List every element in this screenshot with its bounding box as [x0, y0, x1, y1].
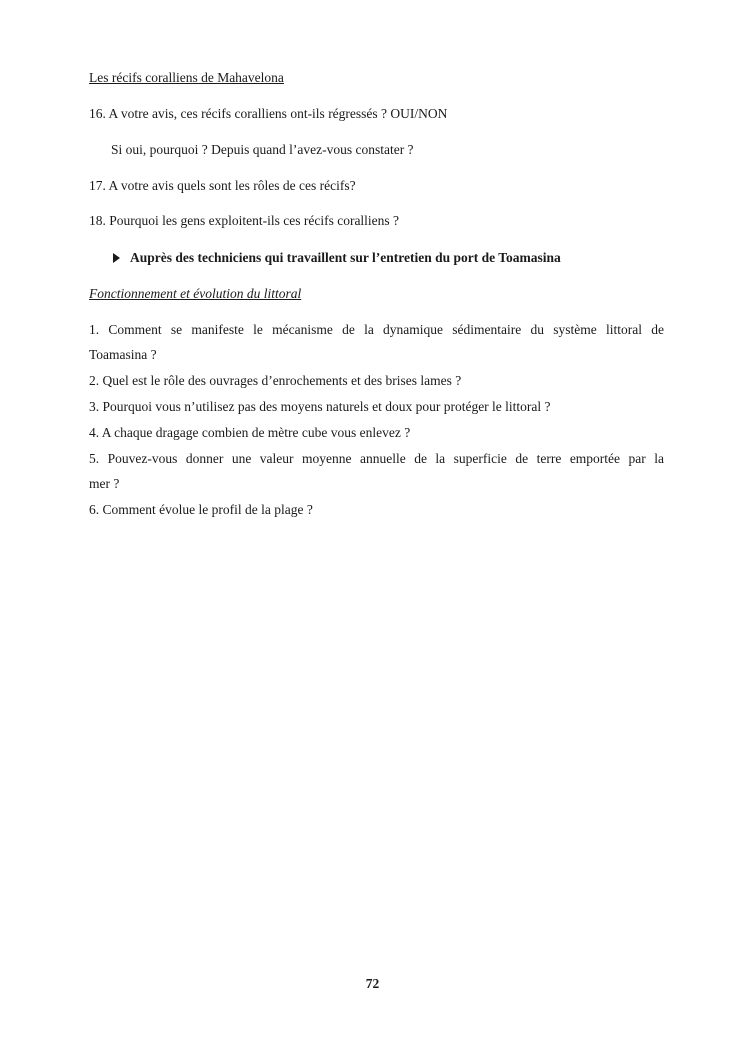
section-heading-littoral: Fonctionnement et évolution du littoral	[89, 286, 302, 301]
question-16-followup: Si oui, pourquoi ? Depuis quand l’avez-vous constater ?	[111, 142, 414, 157]
question-5-line-1: 5. Pouvez-vous donner une valeur moyenne annuelle de la superficie de terre emportée par la	[89, 451, 664, 466]
question-3: 3. Pourquoi vous n’utilisez pas des moyens naturels et doux pour protéger le littoral ?	[89, 399, 551, 414]
section-heading-recifs: Les récifs coralliens de Mahavelona	[89, 70, 284, 85]
bullet-item-techniciens	[113, 249, 561, 267]
arrowhead-bullet-icon	[113, 253, 120, 263]
question-6: 6. Comment évolue le profil de la plage ?	[89, 502, 313, 517]
question-18: 18. Pourquoi les gens exploitent-ils ces récifs coralliens ?	[89, 213, 400, 228]
question-5-line-2: mer ?	[89, 476, 120, 491]
question-17: 17. A votre avis quels sont les rôles de ces récifs?	[89, 178, 356, 193]
question-1-line-1: 1. Comment se manifeste le mécanisme de la dynamique sédimentaire du système littoral de	[89, 322, 664, 337]
question-1-line-2: Toamasina ?	[89, 347, 157, 362]
question-16: 16. A votre avis, ces récifs coralliens ont-ils régressés ? OUI/NON	[89, 106, 448, 121]
question-4: 4. A chaque dragage combien de mètre cube vous enlevez ?	[89, 425, 411, 440]
page-number: 72	[365, 976, 380, 991]
question-2: 2. Quel est le rôle des ouvrages d’enrochements et des brises lames ?	[89, 373, 462, 388]
bullet-item-label: Auprès des techniciens qui travaillent sur l’entretien du port de Toamasina	[130, 250, 561, 265]
